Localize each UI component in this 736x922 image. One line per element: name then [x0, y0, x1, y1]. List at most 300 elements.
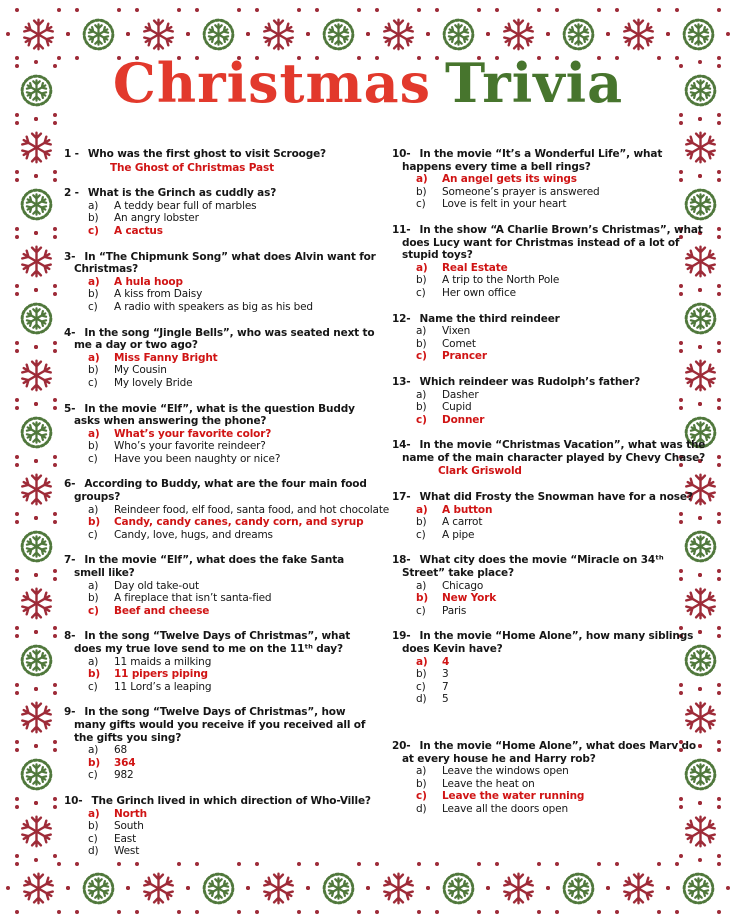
dot-icon — [726, 32, 730, 36]
dot-icon — [679, 113, 683, 117]
question-block — [392, 630, 706, 706]
question-text: 2 - What is the Grinch as cuddly as? — [64, 187, 277, 200]
dot-icon — [66, 886, 70, 890]
choice-text: A trip to the North Pole — [442, 274, 560, 287]
snowflake-cell — [8, 347, 64, 404]
dot-icon — [6, 32, 10, 36]
dot-icon — [15, 569, 19, 573]
snowflake-border-bottom — [8, 860, 728, 916]
dot-icon — [53, 227, 57, 231]
choice-row — [64, 364, 378, 377]
dot-icon — [57, 910, 61, 914]
dot-icon — [615, 862, 619, 866]
dot-icon — [306, 886, 310, 890]
snowflake-cell — [8, 119, 64, 176]
choice-letter: a) — [416, 173, 428, 186]
dot-icon — [53, 740, 57, 744]
choice-letter: b) — [416, 777, 427, 790]
choice-text: New York — [442, 592, 497, 605]
choice-text: Have you been naughty or nice? — [114, 452, 281, 465]
snowflake-red-icon — [20, 16, 57, 53]
dot-icon — [53, 113, 57, 117]
dot-icon — [555, 8, 559, 12]
dot-icon — [717, 455, 721, 459]
choice-row — [392, 656, 706, 669]
dot-icon — [75, 8, 79, 12]
question-block — [392, 376, 706, 426]
dot-icon — [15, 626, 19, 630]
question-block — [64, 403, 378, 466]
question-number: 10- — [392, 148, 411, 160]
choice-text: My lovely Bride — [114, 376, 193, 389]
dot-icon — [15, 8, 19, 12]
snowflake-green-icon — [18, 756, 55, 793]
dot-icon — [57, 8, 61, 12]
choice-letter: b) — [416, 274, 427, 287]
choice-letter: a) — [88, 579, 99, 592]
choice-row — [64, 668, 378, 681]
dot-icon — [15, 854, 19, 858]
dot-icon — [15, 406, 19, 410]
snowflake-cell — [188, 860, 248, 916]
dot-icon — [53, 455, 57, 459]
dot-icon — [135, 910, 139, 914]
question-text: 14- In the movie “Christmas Vacation”, what was the name of the main character played by Chevy Chase? — [392, 439, 706, 464]
dot-icon — [15, 227, 19, 231]
question-block — [64, 554, 378, 617]
choice-text: 3 — [442, 668, 449, 681]
question-block — [64, 148, 378, 174]
dot-icon — [717, 512, 721, 516]
dot-icon — [15, 178, 19, 182]
choice-letter: c) — [416, 790, 427, 803]
question-text: 20- In the movie “Home Alone”, what does Marv do at every house he and Harry rob? — [392, 739, 696, 765]
choice-text: Beef and cheese — [114, 604, 210, 617]
dot-icon — [186, 32, 190, 36]
choice-letter: a) — [88, 275, 100, 288]
choice-row — [392, 262, 706, 275]
dot-icon — [495, 8, 499, 12]
choice-letter: b) — [416, 185, 427, 198]
question-number: 8- — [64, 630, 76, 643]
dot-icon — [417, 8, 421, 12]
choice-letter: a) — [88, 503, 99, 516]
snowflake-cell — [428, 860, 488, 916]
dot-icon — [53, 398, 57, 402]
choice-row — [64, 656, 378, 669]
choice-text: Vixen — [442, 325, 471, 338]
dot-icon — [126, 886, 130, 890]
dot-icon — [53, 512, 57, 516]
choice-row — [392, 401, 706, 414]
dot-icon — [597, 8, 601, 12]
snowflake-cell — [548, 860, 608, 916]
question-text: 3- In “The Chipmunk Song” what does Alvin want for Christmas? — [64, 250, 376, 276]
dot-icon — [357, 862, 361, 866]
dot-icon — [15, 349, 19, 353]
question-block — [392, 554, 706, 617]
question-number: 9- — [64, 706, 76, 719]
dot-icon — [34, 402, 38, 406]
question-number: 2 - — [64, 187, 79, 200]
choice-letter: c) — [88, 528, 98, 541]
dot-icon — [375, 862, 379, 866]
dot-icon — [15, 455, 19, 459]
dot-icon — [726, 886, 730, 890]
dot-icon — [717, 748, 721, 752]
question-number: 5- — [64, 402, 76, 415]
dot-icon — [53, 121, 57, 125]
choice-row — [392, 350, 706, 363]
question-block — [392, 740, 706, 816]
dot-icon — [297, 8, 301, 12]
choice-row — [64, 529, 378, 542]
snowflake-cell — [8, 632, 64, 689]
dot-icon — [34, 744, 38, 748]
dot-icon — [546, 32, 550, 36]
snowflake-red-icon — [18, 129, 55, 166]
choice-letter: c) — [88, 300, 98, 313]
snowflake-green-icon — [680, 16, 717, 53]
dot-icon — [135, 862, 139, 866]
choice-row — [64, 377, 378, 390]
choice-text: 364 — [114, 756, 136, 769]
snowflake-cell — [608, 860, 668, 916]
choice-row — [392, 325, 706, 338]
choice-letter: c) — [88, 680, 98, 693]
dot-icon — [666, 886, 670, 890]
dot-icon — [717, 170, 721, 174]
choice-row — [64, 301, 378, 314]
dot-icon — [435, 8, 439, 12]
question-number: 12- — [392, 312, 411, 325]
dot-icon — [135, 8, 139, 12]
snowflake-red-icon — [380, 16, 417, 53]
dot-icon — [717, 862, 721, 866]
choice-row — [392, 389, 706, 402]
dot-icon — [717, 569, 721, 573]
choice-letter: a) — [88, 655, 99, 668]
choice-text: Her own office — [442, 286, 516, 299]
choice-row — [392, 186, 706, 199]
choice-letter: a) — [416, 503, 428, 516]
question-number: 13- — [392, 375, 411, 388]
choice-text: My Cousin — [114, 364, 167, 377]
question-block — [64, 251, 378, 314]
choice-letter: c) — [88, 376, 98, 389]
choice-row — [64, 503, 390, 517]
dot-icon — [53, 170, 57, 174]
dot-icon — [53, 683, 57, 687]
choice-letter: d) — [88, 845, 99, 858]
choice-row — [64, 352, 378, 365]
choice-text: 7 — [442, 680, 449, 693]
choice-letter: b) — [88, 516, 101, 529]
question-number: 20- — [392, 739, 411, 752]
snowflake-red-icon — [140, 16, 177, 53]
snowflake-red-icon — [140, 870, 177, 907]
question-text: 7- In the movie “Elf”, what does the fake Santa smell like? — [64, 554, 345, 580]
choice-text: Donner — [442, 413, 485, 426]
snowflake-red-icon — [18, 699, 55, 736]
choice-row — [392, 198, 706, 211]
choice-letter: b) — [416, 592, 429, 605]
question-text: 13- Which reindeer was Rudolph’s father? — [392, 375, 641, 388]
choice-text: 68 — [114, 744, 128, 757]
choice-text: A button — [442, 503, 493, 516]
choice-letter: c) — [416, 198, 426, 211]
snowflake-green-icon — [18, 528, 55, 565]
dot-icon — [426, 886, 430, 890]
dot-icon — [717, 634, 721, 638]
dot-icon — [315, 910, 319, 914]
dot-icon — [53, 349, 57, 353]
choice-text: 11 maids a milking — [114, 655, 212, 668]
snowflake-cell — [8, 575, 64, 632]
choice-text: Paris — [442, 604, 467, 617]
dot-icon — [435, 862, 439, 866]
choice-text: Someone’s prayer is answered — [442, 185, 600, 198]
answer-text: The Ghost of Christmas Past — [110, 161, 274, 174]
dot-icon — [15, 748, 19, 752]
choice-row — [64, 757, 378, 770]
choice-letter: c) — [88, 769, 98, 782]
snowflake-green-icon — [440, 16, 477, 53]
choice-row — [392, 173, 706, 186]
dot-icon — [597, 910, 601, 914]
dot-icon — [255, 910, 259, 914]
question-number: 6- — [64, 478, 76, 491]
dot-icon — [717, 349, 721, 353]
dot-icon — [195, 910, 199, 914]
choice-text: Comet — [442, 337, 476, 350]
dot-icon — [15, 683, 19, 687]
question-text: 6- According to Buddy, what are the four main food groups? — [64, 478, 367, 504]
question-block — [64, 795, 378, 858]
dot-icon — [53, 341, 57, 345]
dot-icon — [675, 862, 679, 866]
choice-row — [64, 833, 378, 846]
dot-icon — [66, 32, 70, 36]
dot-icon — [477, 862, 481, 866]
dot-icon — [657, 910, 661, 914]
choice-row — [392, 790, 706, 803]
snowflake-red-icon — [260, 16, 297, 53]
choice-text: 982 — [114, 769, 134, 782]
dot-icon — [15, 235, 19, 239]
choice-letter: c) — [88, 604, 99, 617]
snowflake-cell — [128, 860, 188, 916]
choice-text: Who’s your favorite reindeer? — [114, 440, 266, 453]
choice-text: Chicago — [442, 579, 484, 592]
snowflake-cell — [8, 803, 64, 860]
choice-letter: b) — [88, 288, 99, 301]
choice-letter: b) — [416, 401, 427, 414]
choice-letter: b) — [88, 592, 99, 605]
dot-icon — [717, 406, 721, 410]
dot-icon — [53, 805, 57, 809]
snowflake-cell — [488, 860, 548, 916]
question-number: 14- — [392, 439, 411, 452]
question-block — [392, 224, 706, 300]
snowflake-cell — [668, 860, 728, 916]
choice-text: Cupid — [442, 401, 472, 414]
choice-row — [392, 765, 706, 778]
dot-icon — [53, 691, 57, 695]
dot-icon — [315, 862, 319, 866]
snowflake-red-icon — [500, 16, 537, 53]
dot-icon — [6, 886, 10, 890]
dot-icon — [375, 910, 379, 914]
choice-text: A carrot — [442, 516, 483, 529]
choice-letter: b) — [88, 440, 99, 453]
question-block — [392, 148, 706, 211]
dot-icon — [15, 634, 19, 638]
dot-icon — [15, 284, 19, 288]
dot-icon — [717, 691, 721, 695]
dot-icon — [15, 520, 19, 524]
dot-icon — [615, 910, 619, 914]
dot-icon — [117, 862, 121, 866]
snowflake-green-icon — [80, 16, 117, 53]
choice-letter: c) — [88, 452, 98, 465]
choice-letter: a) — [88, 427, 100, 440]
dot-icon — [717, 113, 721, 117]
dot-icon — [717, 683, 721, 687]
snowflake-green-icon — [18, 186, 55, 223]
dot-icon — [53, 463, 57, 467]
dot-icon — [34, 516, 38, 520]
dot-icon — [53, 520, 57, 524]
dot-icon — [555, 910, 559, 914]
choice-row — [64, 681, 378, 694]
choice-letter: c) — [416, 680, 426, 693]
choice-row — [392, 681, 706, 694]
dot-icon — [34, 231, 38, 235]
choice-text: 11 Lord’s a leaping — [114, 680, 212, 693]
question-block — [392, 439, 706, 478]
dot-icon — [246, 32, 250, 36]
dot-icon — [53, 406, 57, 410]
dot-icon — [177, 862, 181, 866]
choice-letter: b) — [88, 364, 99, 377]
question-block — [64, 478, 390, 541]
question-number: 19- — [392, 630, 411, 643]
choice-text: 11 pipers piping — [114, 668, 208, 681]
snowflake-red-icon — [18, 357, 55, 394]
snowflake-cell — [8, 746, 64, 803]
dot-icon — [237, 910, 241, 914]
dot-icon — [34, 345, 38, 349]
question-column-left — [64, 148, 390, 860]
snowflake-cell — [8, 404, 64, 461]
choice-row — [392, 274, 706, 287]
choice-row — [392, 693, 706, 706]
choice-text: A cactus — [114, 224, 163, 237]
dot-icon — [15, 805, 19, 809]
choice-letter: a) — [88, 807, 100, 820]
choice-letter: a) — [416, 655, 428, 668]
choice-row — [392, 803, 706, 816]
question-block — [392, 313, 706, 363]
choice-text: 4 — [442, 655, 450, 668]
choice-letter: b) — [416, 516, 427, 529]
snowflake-red-icon — [18, 471, 55, 508]
choice-text: Candy, love, hugs, and dreams — [114, 528, 273, 541]
dot-icon — [495, 910, 499, 914]
dot-icon — [666, 32, 670, 36]
question-number: 18- — [392, 554, 411, 567]
dot-icon — [717, 626, 721, 630]
choice-row — [64, 212, 378, 225]
dot-icon — [537, 910, 541, 914]
choice-letter: c) — [416, 528, 426, 541]
snowflake-green-icon — [18, 642, 55, 679]
dot-icon — [15, 398, 19, 402]
questions-area — [64, 148, 706, 860]
snowflake-red-icon — [620, 870, 657, 907]
dot-icon — [53, 577, 57, 581]
dot-icon — [195, 862, 199, 866]
dot-icon — [34, 801, 38, 805]
question-text: 10- The Grinch lived in which direction of Who-Ville? — [64, 794, 371, 807]
question-number: 17- — [392, 491, 411, 504]
choice-letter: b) — [88, 820, 99, 833]
dot-icon — [537, 8, 541, 12]
dot-icon — [34, 288, 38, 292]
dot-icon — [717, 284, 721, 288]
title-word-trivia: Trivia — [444, 51, 624, 115]
choice-letter: a) — [416, 261, 428, 274]
choice-text: Reindeer food, elf food, santa food, and hot chocolate — [114, 503, 390, 516]
choice-letter: b) — [88, 668, 101, 681]
choice-row — [392, 605, 706, 618]
snowflake-green-icon — [320, 870, 357, 907]
choice-text: South — [114, 820, 144, 833]
choice-row — [64, 440, 378, 453]
question-block — [392, 491, 706, 541]
choice-row — [64, 276, 378, 289]
choice-letter: b) — [416, 337, 427, 350]
choice-row — [392, 580, 706, 593]
choice-letter: a) — [88, 199, 99, 212]
dot-icon — [53, 235, 57, 239]
choice-letter: a) — [416, 325, 427, 338]
dot-icon — [15, 797, 19, 801]
choice-row — [64, 453, 378, 466]
dot-icon — [34, 459, 38, 463]
choice-text: East — [114, 832, 137, 845]
dot-icon — [15, 512, 19, 516]
choice-row — [392, 778, 706, 791]
choice-letter: c) — [88, 224, 99, 237]
dot-icon — [417, 910, 421, 914]
snowflake-cell — [8, 689, 64, 746]
choice-text: A radio with speakers as big as his bed — [114, 300, 313, 313]
question-block — [64, 630, 378, 693]
snowflake-cell — [8, 860, 68, 916]
choice-row — [392, 529, 706, 542]
snowflake-cell — [368, 860, 428, 916]
question-number: 4- — [64, 326, 76, 339]
dot-icon — [117, 8, 121, 12]
dot-icon — [53, 292, 57, 296]
dot-icon — [53, 797, 57, 801]
choice-text: Real Estate — [442, 261, 508, 274]
dot-icon — [15, 910, 19, 914]
question-text: 11- In the show “A Charlie Brown’s Christmas”, what does Lucy want for Christmas instead of a lot of stupid toys? — [392, 223, 703, 262]
dot-icon — [15, 577, 19, 581]
